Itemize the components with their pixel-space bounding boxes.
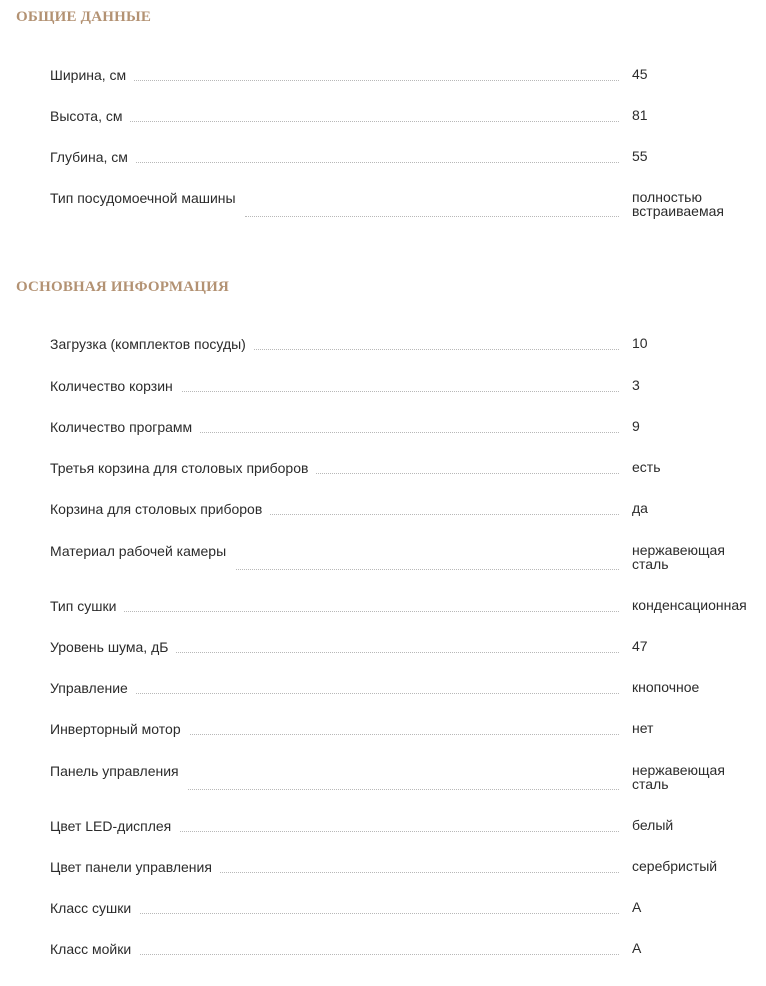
- spec-value: нержавеющая сталь: [632, 762, 725, 792]
- spec-value: 47: [632, 638, 648, 654]
- spec-value: конденсационная: [632, 597, 747, 613]
- spec-label: Класс сушки: [50, 900, 139, 916]
- spec-label: Уровень шума, дБ: [50, 639, 176, 655]
- spec-label: Загрузка (комплектов посуды): [50, 336, 254, 352]
- spec-label: Глубина, см: [50, 149, 136, 165]
- spec-label: Третья корзина для столовых приборов: [50, 460, 316, 476]
- section-title: ОСНОВНАЯ ИНФОРМАЦИЯ: [16, 279, 230, 295]
- spec-label: Количество программ: [50, 419, 200, 435]
- spec-label: Тип сушки: [50, 598, 124, 614]
- spec-label: Цвет панели управления: [50, 859, 220, 875]
- spec-value: 55: [632, 148, 648, 164]
- spec-value: 45: [632, 66, 648, 82]
- spec-value: нержавеющая сталь: [632, 542, 725, 572]
- dotted-leader: [236, 569, 619, 570]
- spec-value: A: [632, 899, 642, 915]
- spec-label: Класс мойки: [50, 941, 139, 957]
- spec-label: Материал рабочей камеры: [50, 543, 234, 559]
- spec-label: Цвет LED-дисплея: [50, 818, 179, 834]
- spec-label: Тип посудомоечной машины: [50, 190, 244, 206]
- spec-value: есть: [632, 459, 661, 475]
- dotted-leader: [50, 121, 619, 122]
- spec-label: Корзина для столовых приборов: [50, 501, 270, 517]
- spec-value: полностью встраиваемая: [632, 189, 724, 219]
- spec-label: Высота, см: [50, 108, 130, 124]
- dotted-leader: [188, 789, 619, 790]
- spec-value: нет: [632, 720, 654, 736]
- spec-value: 3: [632, 377, 640, 393]
- section-title: ОБЩИЕ ДАННЫЕ: [16, 9, 152, 25]
- spec-value: 10: [632, 335, 648, 351]
- spec-value: кнопочное: [632, 679, 700, 695]
- spec-label: Ширина, см: [50, 67, 134, 83]
- spec-label: Управление: [50, 680, 136, 696]
- spec-value: A: [632, 940, 642, 956]
- spec-label: Количество корзин: [50, 378, 181, 394]
- spec-value: белый: [632, 817, 674, 833]
- spec-value: 9: [632, 418, 640, 434]
- spec-label: Инверторный мотор: [50, 721, 189, 737]
- spec-value: да: [632, 500, 648, 516]
- spec-value: серебристый: [632, 858, 718, 874]
- spec-label: Панель управления: [50, 763, 187, 779]
- dotted-leader: [245, 216, 619, 217]
- spec-value: 81: [632, 107, 648, 123]
- dotted-leader: [50, 80, 619, 81]
- dotted-leader: [50, 611, 619, 612]
